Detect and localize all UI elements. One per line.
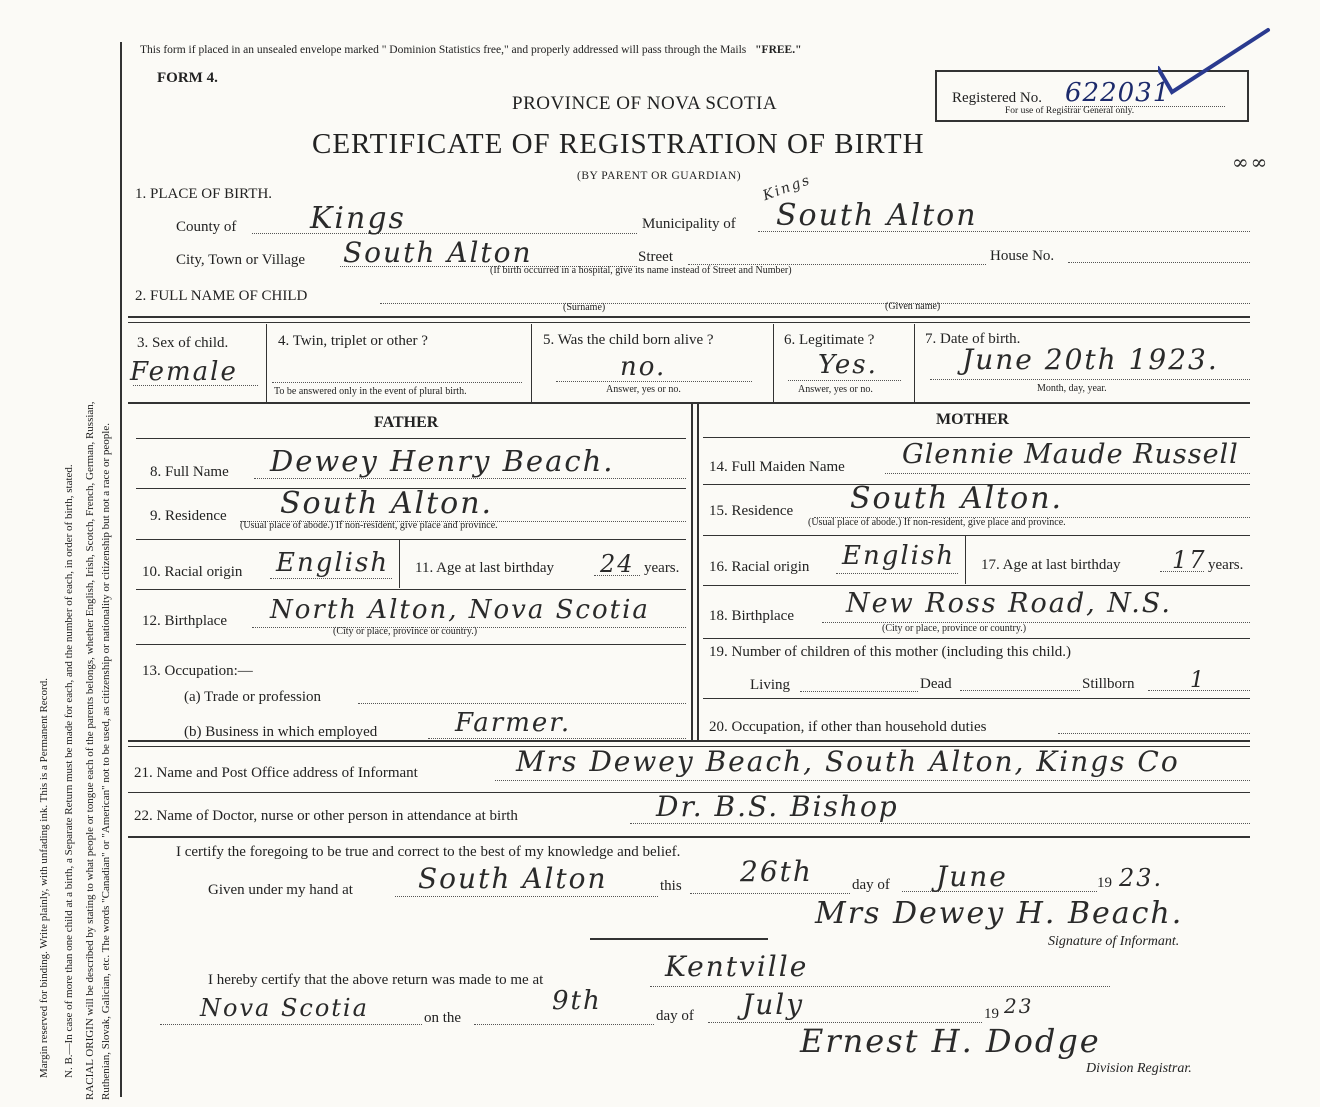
father-age-label: 11. Age at last birthday: [415, 560, 554, 576]
sex-label: 3. Sex of child.: [137, 335, 229, 351]
divider: [128, 316, 1250, 318]
given-name-note: (Given name): [885, 301, 941, 312]
father-occupation-label: 13. Occupation:—: [142, 663, 253, 679]
margin-rule: [120, 42, 122, 1097]
subtitle: (BY PARENT OR GUARDIAN): [577, 170, 742, 182]
certify-day-value: 26th: [740, 855, 813, 888]
page-title: CERTIFICATE OF REGISTRATION OF BIRTH: [312, 128, 925, 160]
registrar-statement: I hereby certify that the above return was made to me at: [208, 972, 544, 988]
mother-birthplace-note: (City or place, province or country.): [882, 623, 1027, 634]
registrar-signature: Ernest H. Dodge: [800, 1022, 1101, 1060]
mother-age-label: 17. Age at last birthday: [981, 557, 1121, 573]
twin-label: 4. Twin, triplet or other ?: [278, 333, 428, 349]
margin-note-binding: Margin reserved for binding. Write plainly, with unfading ink. This is a Permanent Record.: [38, 678, 50, 1078]
house-number-label: House No.: [990, 248, 1055, 264]
mother-residence-label: 15. Residence: [709, 503, 794, 519]
certify-day-of-label: day of: [852, 877, 890, 893]
column-divider: [697, 404, 699, 740]
father-age-value: 24: [600, 550, 635, 578]
margin-note-racial-origin: RACIAL ORIGIN will be described by stating to what people or tongue each of the parents belongs, whether English, Irish, Scotch, French, German, Russian,: [84, 401, 96, 1100]
mother-residence-note: (Usual place of abode.) If non-resident, give place and province.: [808, 517, 1066, 528]
child-name-label: 2. FULL NAME OF CHILD: [135, 288, 308, 304]
city-label: City, Town or Village: [176, 252, 306, 268]
margin-note-racial-origin-cont: Ruthenian, Slovak, Galician, etc. The words "Canadian" or "American" not to be used, as citizenship or nationality or citizenship but not a race or people.: [100, 423, 112, 1100]
legitimate-value: Yes.: [818, 350, 878, 380]
certify-statement: I certify the foregoing to be true and correct to the best of my knowledge and belief.: [176, 844, 681, 860]
mother-birthplace-value: New Ross Road, N.S.: [846, 588, 1172, 619]
dob-note: Month, day, year.: [1037, 383, 1107, 394]
father-years-label: years.: [644, 560, 680, 576]
mother-years-label: years.: [1208, 557, 1244, 573]
registrar-year-value: 23: [1004, 994, 1034, 1018]
children-count-label: 19. Number of children of this mother (including this child.): [709, 644, 1072, 660]
registrar-day-of-label: day of: [656, 1008, 694, 1024]
municipality-annotation: Kings: [760, 171, 814, 205]
living-label: Living: [750, 677, 790, 693]
registrar-signature-label: Division Registrar.: [1086, 1061, 1192, 1076]
doctor-value: Dr. B.S. Bishop: [656, 790, 899, 823]
province-title: PROVINCE OF NOVA SCOTIA: [512, 93, 778, 114]
divider: [128, 402, 1250, 404]
father-business-value: Farmer.: [455, 708, 572, 738]
margin-note-plural-births: N. B.—In case of more than one child at a birth, a Separate Return must be made for each, and the number of each, in order of birth, stated.: [63, 464, 75, 1078]
mother-occupation-label: 20. Occupation, if other than household duties: [709, 719, 987, 735]
stillborn-label: Stillborn: [1082, 676, 1135, 692]
father-heading: FATHER: [374, 414, 439, 431]
free-label: "FREE.": [755, 44, 802, 56]
hospital-note: (If birth occurred in a hospital, give its name instead of Street and Number): [490, 265, 792, 276]
father-residence-label: 9. Residence: [150, 508, 227, 524]
place-of-birth-heading: 1. PLACE OF BIRTH.: [135, 186, 273, 202]
dead-label: Dead: [920, 676, 952, 692]
this-label: this: [660, 878, 682, 894]
mother-age-value: 17: [1172, 546, 1207, 574]
alive-note: Answer, yes or no.: [606, 384, 681, 395]
stillborn-value: 1: [1190, 668, 1206, 693]
mother-birthplace-label: 18. Birthplace: [709, 608, 794, 624]
informant-value: Mrs Dewey Beach, South Alton, Kings Co: [516, 745, 1180, 778]
father-name-label: 8. Full Name: [150, 464, 229, 480]
alive-value: no.: [620, 352, 667, 382]
divider: [128, 836, 1250, 838]
municipality-label: Municipality of: [642, 216, 736, 232]
registered-number: 622031: [1065, 78, 1171, 108]
given-place-value: South Alton: [418, 862, 608, 895]
county-value: Kings: [310, 201, 406, 236]
father-birthplace-note: (City or place, province or country.): [333, 626, 478, 637]
registrar-day-value: 9th: [552, 986, 602, 1016]
doctor-label: 22. Name of Doctor, nurse or other person in attendance at birth: [134, 808, 518, 824]
ink-mark-icon: ∞∞: [1232, 150, 1270, 174]
mother-racial-value: English: [842, 541, 956, 571]
divider: [128, 322, 1250, 323]
city-value: South Alton: [343, 236, 533, 269]
father-residence-note: (Usual place of abode.) If non-resident, give place and province.: [240, 520, 498, 531]
certify-year-prefix: 19: [1097, 875, 1112, 891]
father-residence-value: South Alton.: [280, 486, 494, 521]
sex-value: Female: [130, 357, 238, 387]
checkmark-icon: [1158, 24, 1278, 104]
registrar-place-value: Kentville: [665, 950, 809, 983]
father-racial-value: English: [276, 548, 390, 578]
father-racial-label: 10. Racial origin: [142, 564, 243, 580]
registered-label: Registered No.: [952, 90, 1042, 106]
certify-year-value: 23.: [1119, 864, 1164, 892]
mother-residence-value: South Alton.: [850, 481, 1064, 516]
informant-signature: Mrs Dewey H. Beach.: [815, 896, 1184, 931]
alive-label: 5. Was the child born alive ?: [543, 332, 714, 348]
mail-notice: This form if placed in an unsealed envelope marked " Dominion Statistics free," and properly addressed will pass through the Mails "FREE.": [140, 44, 802, 56]
dob-value: June 20th 1923.: [962, 343, 1219, 376]
given-label: Given under my hand at: [208, 882, 353, 898]
trade-label: (a) Trade or profession: [184, 689, 322, 705]
surname-note: (Surname): [563, 302, 606, 313]
legitimate-note: Answer, yes or no.: [798, 384, 873, 395]
certify-month-value: June: [936, 860, 1008, 893]
column-divider: [691, 404, 693, 740]
registrar-month-value: July: [742, 988, 805, 1021]
registrar-year-prefix: 19: [984, 1006, 999, 1022]
mother-racial-label: 16. Racial origin: [709, 559, 810, 575]
twin-note: To be answered only in the event of plural birth.: [274, 386, 467, 397]
registrar-note: For use of Registrar General only.: [1005, 106, 1135, 116]
informant-label: 21. Name and Post Office address of Informant: [134, 765, 418, 781]
father-name-value: Dewey Henry Beach.: [270, 444, 615, 478]
informant-signature-label: Signature of Informant.: [1048, 934, 1180, 949]
municipality-value: South Alton: [776, 198, 978, 233]
dob-label: 7. Date of birth.: [925, 331, 1021, 347]
mother-heading: MOTHER: [936, 411, 1009, 428]
mother-name-value: Glennie Maude Russell: [902, 439, 1239, 470]
father-birthplace-label: 12. Birthplace: [142, 613, 227, 629]
county-label: County of: [176, 219, 237, 235]
separator-line: [590, 938, 768, 940]
father-birthplace-value: North Alton, Nova Scotia: [270, 595, 650, 625]
form-number: FORM 4.: [157, 70, 218, 86]
mother-name-label: 14. Full Maiden Name: [709, 459, 845, 475]
business-label: (b) Business in which employed: [184, 724, 378, 740]
divider: [128, 740, 1250, 742]
legitimate-label: 6. Legitimate ?: [784, 332, 875, 348]
on-the-label: on the: [424, 1010, 462, 1026]
street-label: Street: [638, 249, 673, 265]
registrar-province-value: Nova Scotia: [200, 994, 369, 1022]
